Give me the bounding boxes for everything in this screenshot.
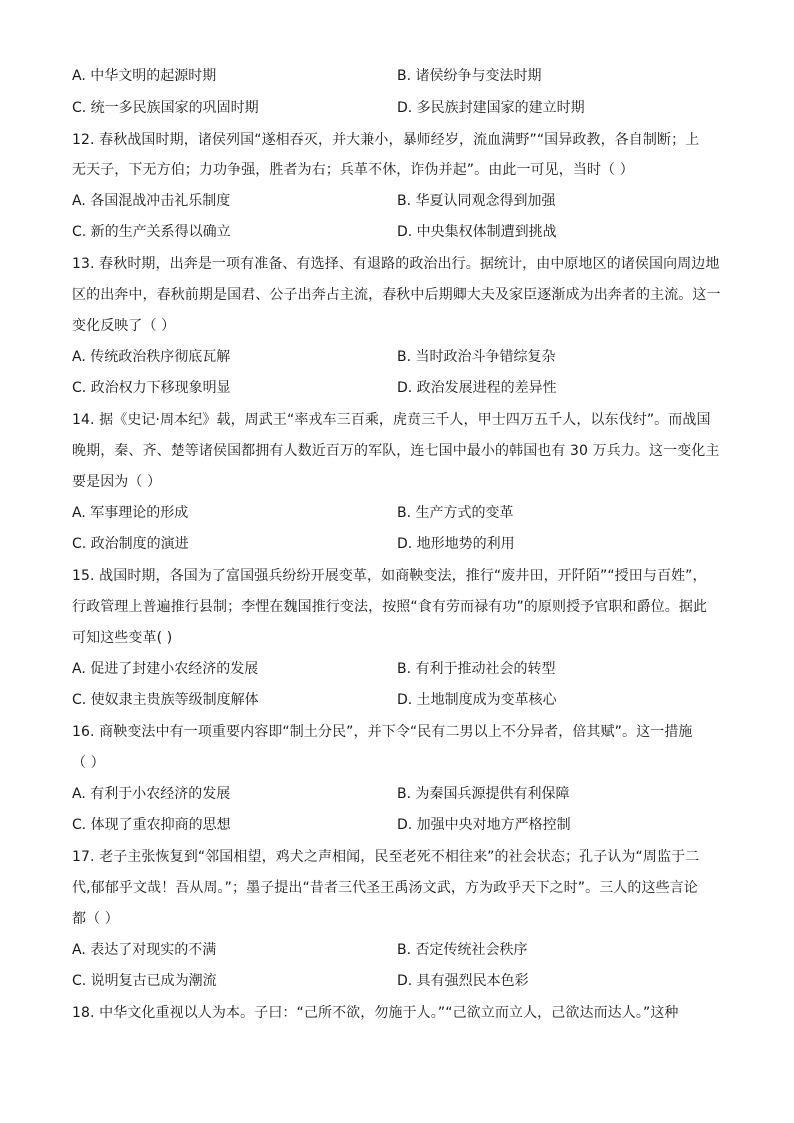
q13-stem-line-2: 区的出奔中，春秋前期是国君、公子出奔占主流，春秋中后期卿大夫及家臣逐渐成为出奔者的主流。这一 [72, 287, 721, 303]
q15-option-c[interactable]: C. 使奴隶主贵族等级制度解体 [72, 692, 259, 708]
q12-stem-line-2: 无天子，下无方伯；力功争强，胜者为右；兵革不休，诈伪并起”。由此一可见，当时（ ） [72, 162, 634, 178]
q11-option-c[interactable]: C. 统一多民族国家的巩固时期 [72, 100, 259, 116]
q14-option-a[interactable]: A. 军事理论的形成 [72, 505, 189, 521]
q14-option-d[interactable]: D. 地形地势的利用 [397, 536, 515, 552]
q17-option-b[interactable]: B. 否定传统社会秩序 [397, 942, 528, 958]
q16-option-a[interactable]: A. 有利于小农经济的发展 [72, 786, 231, 802]
q17-option-a[interactable]: A. 表达了对现实的不满 [72, 942, 217, 958]
q13-option-a[interactable]: A. 传统政治秩序彻底瓦解 [72, 349, 231, 365]
q16-option-b[interactable]: B. 为秦国兵源提供有利保障 [397, 786, 570, 802]
q15-option-d[interactable]: D. 土地制度成为变革核心 [397, 692, 557, 708]
q11-option-b[interactable]: B. 诸侯纷争与变法时期 [397, 68, 542, 84]
q17-option-c[interactable]: C. 说明复古已成为潮流 [72, 973, 217, 989]
q15-stem-line-1: 15. 战国时期，各国为了富国强兵纷纷开展变革，如商鞅变法，推行“废井田，开阡陌”“授田与百姓”， [72, 568, 707, 584]
q15-option-b[interactable]: B. 有利于推动社会的转型 [397, 661, 556, 677]
q13-option-d[interactable]: D. 政治发展进程的差异性 [397, 380, 557, 396]
q11-option-d[interactable]: D. 多民族封建国家的建立时期 [397, 100, 585, 116]
q12-option-b[interactable]: B. 华夏认同观念得到加强 [397, 193, 556, 209]
q16-option-d[interactable]: D. 加强中央对地方严格控制 [397, 817, 571, 833]
q12-stem-line-1: 12. 春秋战国时期，诸侯列国“遂相吞灭，并大兼小，暴师经岁，流血满野”“国异政教，各自制断；上 [72, 132, 700, 148]
q17-stem-line-1: 17. 老子主张恢复到“邻国相望，鸡犬之声相闻，民至老死不相往来”的社会状态；孔子认为“周监于二 [72, 849, 700, 865]
q13-option-b[interactable]: B. 当时政治斗争错综复杂 [397, 349, 556, 365]
q17-option-d[interactable]: D. 具有强烈民本色彩 [397, 973, 529, 989]
q12-option-d[interactable]: D. 中央集权体制遭到挑战 [397, 224, 557, 240]
q14-option-b[interactable]: B. 生产方式的变革 [397, 505, 514, 521]
q14-stem-line-1: 14. 据《史记·周本纪》载，周武王“率戎车三百乘，虎贲三千人，甲士四万五千人，以东伐纣”。而战国 [72, 412, 711, 428]
q13-stem-line-1: 13. 春秋时期，出奔是一项有准备、有选择、有退路的政治出行。据统计，由中原地区的诸侯国向周边地 [72, 256, 720, 272]
q17-stem-line-3: 都（ ） [72, 911, 119, 927]
q12-option-a[interactable]: A. 各国混战冲击礼乐制度 [72, 193, 231, 209]
q18-stem-line-1: 18. 中华文化重视以人为本。子曰：“己所不欲，勿施于人。”“己欲立而立人，己欲达而达人。”这种 [72, 1005, 679, 1021]
q11-option-a[interactable]: A. 中华文明的起源时期 [72, 68, 217, 84]
q15-stem-line-3: 可知这些变革( ) [72, 630, 173, 646]
q15-stem-line-2: 行政管理上普遍推行县制；李悝在魏国推行变法，按照“食有劳而禄有功”的原则授予官职和爵位。据此 [72, 599, 708, 615]
q14-option-c[interactable]: C. 政治制度的演进 [72, 536, 189, 552]
q16-stem-line-2: （ ） [72, 755, 105, 771]
q14-stem-line-3: 要是因为（ ） [72, 474, 162, 490]
q15-option-a[interactable]: A. 促进了封建小农经济的发展 [72, 661, 259, 677]
q16-stem-line-1: 16. 商鞅变法中有一项重要内容即“制土分民”，并下令“民有二男以上不分异者，倍其赋”。这一措施 [72, 724, 693, 740]
q17-stem-line-2: 代,郁郁乎文哉！吾从周。”；墨子提出“昔者三代圣王禹汤文武，方为政乎天下之时”。三人的这些言论 [72, 880, 698, 896]
q13-option-c[interactable]: C. 政治权力下移现象明显 [72, 380, 231, 396]
q14-stem-line-2: 晚期，秦、齐、楚等诸侯国都拥有人数近百万的军队，连七国中最小的韩国也有 30 万兵力。这一变化主 [72, 443, 720, 459]
q12-option-c[interactable]: C. 新的生产关系得以确立 [72, 224, 231, 240]
q16-option-c[interactable]: C. 体现了重农抑商的思想 [72, 817, 231, 833]
q13-stem-line-3: 变化反映了（ ） [72, 318, 176, 334]
